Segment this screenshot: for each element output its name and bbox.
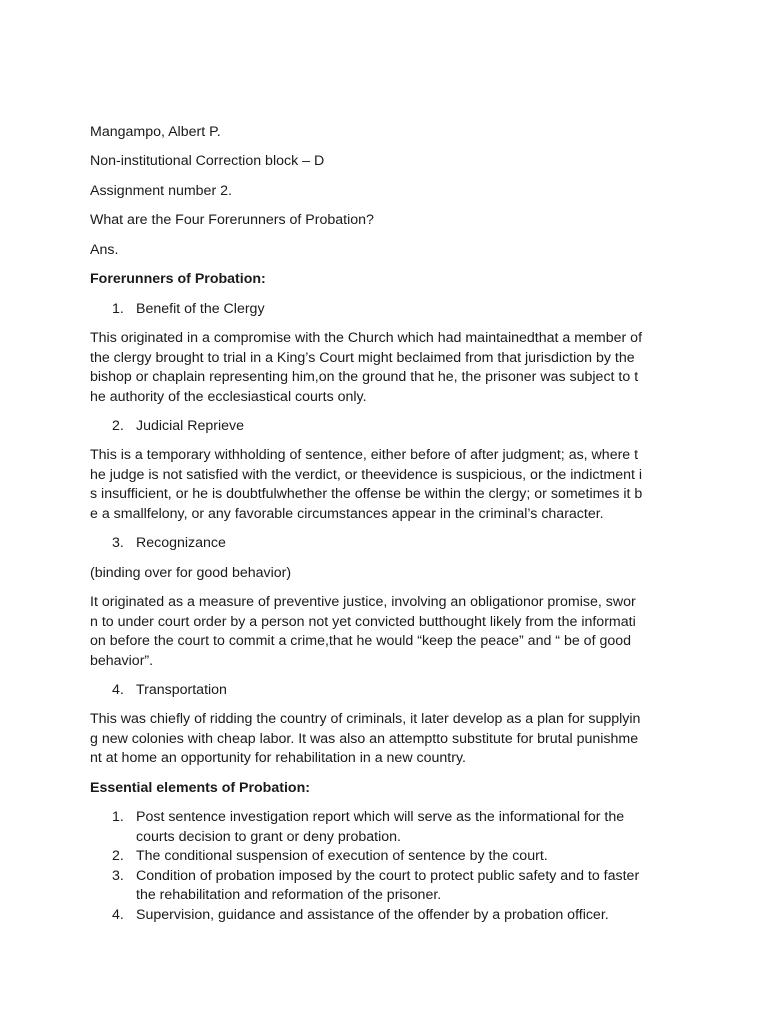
paragraph-line: bishop or chaplain representing him,on the ground that he, the prisoner was subject to t <box>90 369 639 385</box>
forerunner-paragraph-4 <box>90 710 690 769</box>
paragraph-line: n to under court order by a person not yet convicted butthought likely from the informati <box>90 613 636 630</box>
answer-label: Ans. <box>90 242 119 258</box>
essentials-line: Post sentence investigation report which will serve as the informational for the <box>136 809 625 825</box>
list-number: 3. <box>112 535 124 551</box>
forerunner-paragraph-3 <box>90 593 690 671</box>
essentials-line: courts decision to grant or deny probation. <box>136 828 401 845</box>
paragraph-line: he authority of the ecclesiastical courts only. <box>90 388 367 405</box>
forerunner-paragraph-2 <box>90 446 690 524</box>
list-number: 2. <box>112 418 124 434</box>
course-block: Non-institutional Correction block – D <box>90 153 325 169</box>
forerunner-item-3 <box>112 534 226 554</box>
paragraph-line: the clergy brought to trial in a King’s Court might beclaimed from that jurisdiction by the <box>90 349 635 366</box>
essentials-item <box>112 906 712 926</box>
forerunner-title: Transportation <box>136 682 227 698</box>
list-number: 1. <box>112 809 124 825</box>
list-number: 4. <box>112 906 124 923</box>
paragraph-line: nt at home an opportunity for rehabilitation in a new country. <box>90 750 466 766</box>
essentials-item <box>112 808 712 847</box>
paragraph-line: behavior”. <box>90 652 154 669</box>
paragraph-line: on before the court to commit a crime,that he would “keep the peace” and “ be of good <box>90 633 632 649</box>
essentials-list <box>112 808 712 925</box>
list-number: 2. <box>112 848 124 864</box>
forerunner-title: Recognizance <box>136 535 226 551</box>
essentials-item <box>112 847 712 867</box>
essentials-line: Supervision, guidance and assistance of the offender by a probation officer. <box>136 906 609 923</box>
forerunner-title: Judicial Reprieve <box>136 418 245 434</box>
paragraph-line: he judge is not satisfied with the verdict, or theevidence is suspicious, or the indictment i <box>90 466 643 483</box>
question: What are the Four Forerunners of Probation? <box>90 212 374 228</box>
paragraph-line: e a smallfelony, or any favorable circumstances appear in the criminal’s character. <box>90 505 604 522</box>
forerunner-item-4 <box>112 681 227 701</box>
paragraph-line: s insufficient, or he is doubtfulwhether the offense be within the clergy; or sometimes it b <box>90 486 643 502</box>
essentials-line: the rehabilitation and reformation of the prisoner. <box>136 887 442 903</box>
list-number: 4. <box>112 682 124 698</box>
forerunner-paragraph-1 <box>90 329 690 407</box>
forerunner-item-2 <box>112 417 244 437</box>
forerunner-subtitle: (binding over for good behavior) <box>90 565 292 581</box>
paragraph-line: This is a temporary withholding of sentence, either before of after judgment; as, where t <box>90 447 639 463</box>
forerunners-heading: Forerunners of Probation: <box>90 271 266 287</box>
essentials-line: The conditional suspension of execution of sentence by the court. <box>136 848 548 864</box>
paragraph-line: g new colonies with cheap labor. It was also an attemptto substitute for brutal punishme <box>90 730 639 747</box>
essentials-item <box>112 867 712 906</box>
assignment-number: Assignment number 2. <box>90 183 232 199</box>
list-number: 3. <box>112 867 124 884</box>
student-name: Mangampo, Albert P. <box>90 124 221 140</box>
forerunner-item-1 <box>112 300 265 320</box>
paragraph-line: This originated in a compromise with the Church which had maintainedthat a member of <box>90 330 643 346</box>
forerunner-title: Benefit of the Clergy <box>136 301 265 317</box>
essentials-line: Condition of probation imposed by the court to protect public safety and to faster <box>136 867 640 884</box>
list-number: 1. <box>112 301 124 317</box>
paragraph-line: It originated as a measure of preventive justice, involving an obligationor promise, swor <box>90 594 636 610</box>
essentials-heading: Essential elements of Probation: <box>90 780 310 796</box>
paragraph-line: This was chiefly of ridding the country of criminals, it later develop as a plan for supplyin <box>90 711 641 727</box>
